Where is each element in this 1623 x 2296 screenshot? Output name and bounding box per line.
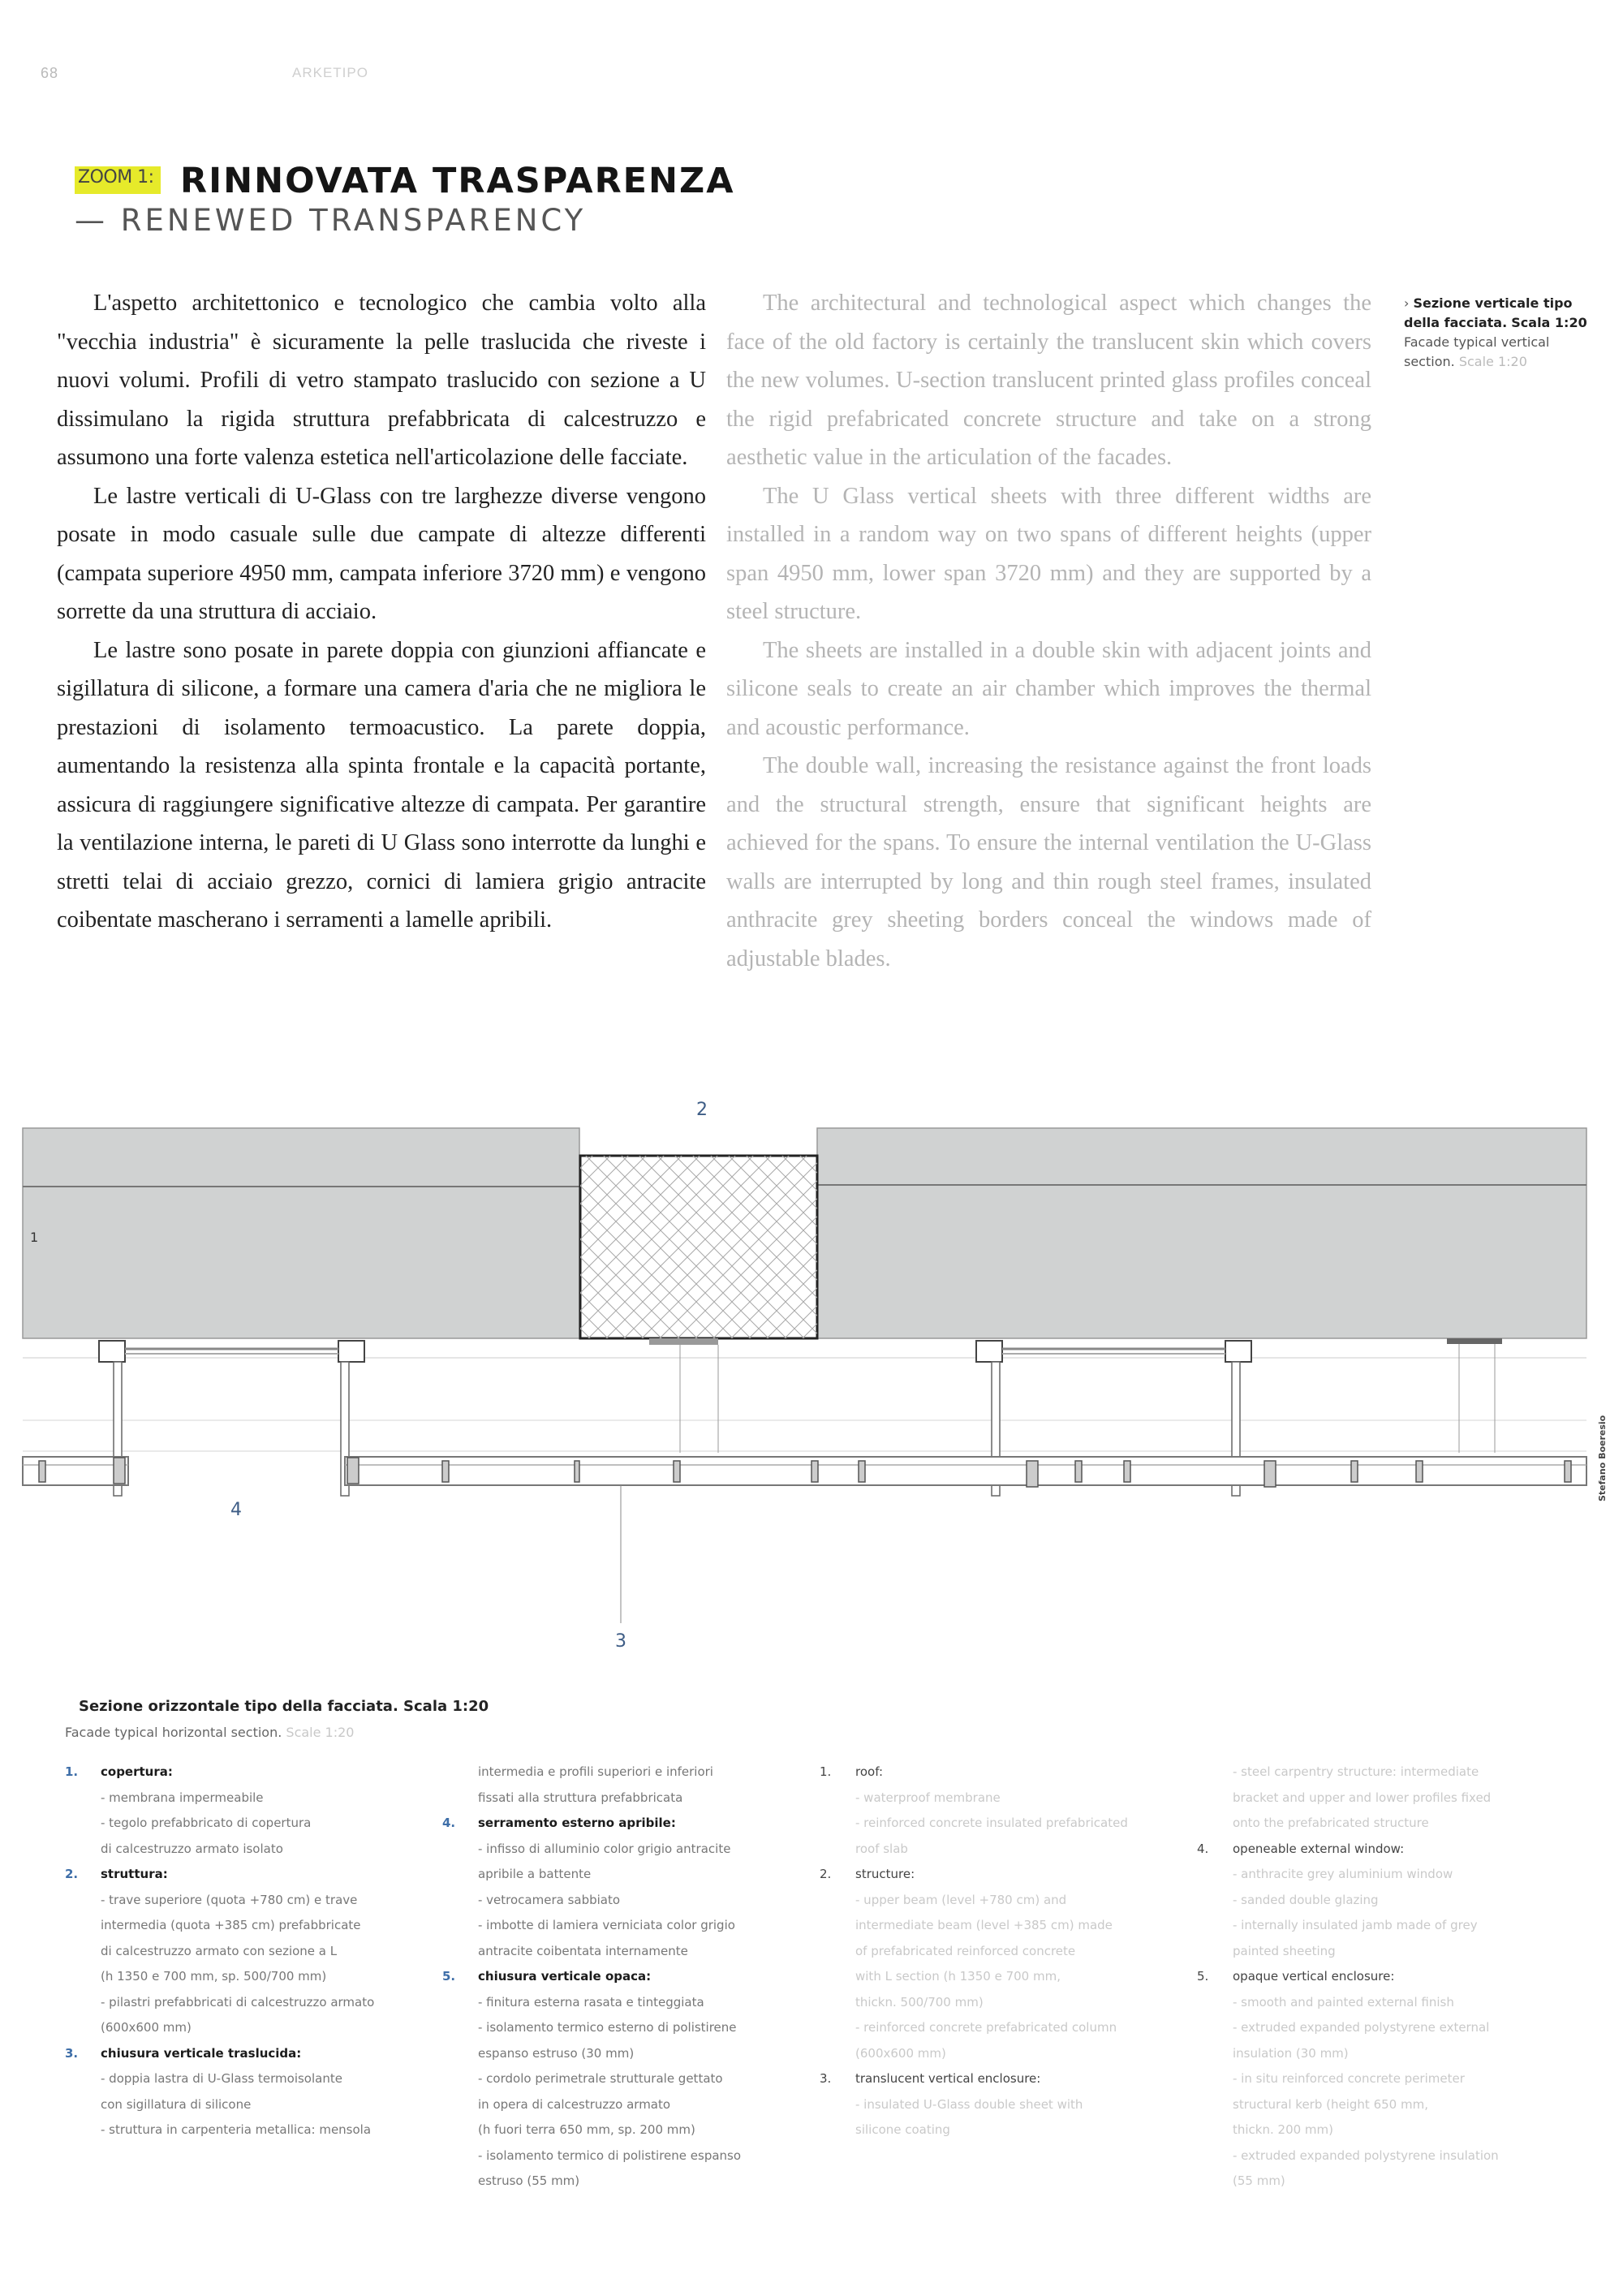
legend-heading bbox=[820, 1862, 1177, 1888]
legend-line: - in situ reinforced concrete perimeter bbox=[1233, 2071, 1465, 2086]
legend-line: - insulated U-Glass double sheet with bbox=[855, 2096, 1083, 2112]
article-subtitle: — RENEWED TRANSPARENCY bbox=[75, 203, 587, 238]
legend-heading bbox=[65, 1862, 422, 1888]
arrow-icon: › bbox=[1404, 295, 1414, 311]
legend-number: 2. bbox=[65, 1867, 79, 1881]
legend-heading bbox=[820, 2066, 1177, 2092]
legend-line: - extruded expanded polystyrene insulation bbox=[1233, 2147, 1499, 2163]
legend-heading bbox=[442, 1811, 799, 1837]
legend-line: antracite coibentata internamente bbox=[478, 1943, 688, 1958]
legend-line: - struttura in carpenteria metallica: mensola bbox=[101, 2122, 372, 2137]
legend-line: in opera di calcestruzzo armato bbox=[478, 2096, 671, 2112]
legend-heading bbox=[820, 1760, 1177, 1786]
legend-line: - upper beam (level +780 cm) and bbox=[855, 1892, 1067, 1907]
legend-line: - reinforced concrete prefabricated column bbox=[855, 2020, 1117, 2035]
legend-line: - imbotte di lamiera verniciata color grigio bbox=[478, 1918, 735, 1932]
legend-line: intermedia (quota +385 cm) prefabbricate bbox=[101, 1918, 361, 1932]
paragraph: The architectural and technological aspect which changes the face of the old factory is certainly the translucent skin which covers the new volumes. U-section translucent printed glass profiles conceal the rigid prefabricated concrete structure and take on a strong aesthetic value in the articulation of the facades. bbox=[726, 291, 1371, 470]
legend-line: apribile a battente bbox=[478, 1867, 592, 1881]
legend-line: - pilastri prefabbricati di calcestruzzo armato bbox=[101, 1994, 375, 2010]
legend-line: structural kerb (height 650 mm, bbox=[1233, 2096, 1428, 2112]
legend-line: of prefabricated reinforced concrete bbox=[855, 1943, 1076, 1958]
legend-number: 3. bbox=[65, 2045, 79, 2061]
legend-line: - vetrocamera sabbiato bbox=[478, 1892, 621, 1907]
legend-number: 4. bbox=[1197, 1841, 1209, 1856]
legend-line: (h 1350 e 700 mm, sp. 500/700 mm) bbox=[101, 1969, 327, 1984]
legend-line: intermedia e profili superiori e inferiori bbox=[478, 1764, 713, 1779]
legend-number: 3. bbox=[820, 2071, 832, 2086]
legend-heading-text: opaque vertical enclosure: bbox=[1233, 1969, 1395, 1984]
legend-number: 1. bbox=[820, 1764, 832, 1779]
legend-line: - trave superiore (quota +780 cm) e trave bbox=[101, 1892, 358, 1907]
legend-heading-text: roof: bbox=[855, 1764, 883, 1779]
legend-line: (h fuori terra 650 mm, sp. 200 mm) bbox=[478, 2122, 695, 2137]
legend-number: 1. bbox=[65, 1764, 79, 1779]
drawing-label-4: 4 bbox=[230, 1500, 242, 1520]
legend-line: - membrana impermeabile bbox=[101, 1790, 264, 1805]
legend-line: - tegolo prefabbricato di copertura bbox=[101, 1816, 312, 1830]
magazine-name: ARKETIPO bbox=[292, 65, 368, 80]
legend-line: con sigillatura di silicone bbox=[101, 2096, 252, 2112]
legend-subtitle: Facade typical horizontal section. Scale 1:20 bbox=[65, 1725, 355, 1740]
legend-heading-text: serramento esterno apribile: bbox=[478, 1816, 676, 1830]
legend-line: - anthracite grey aluminium window bbox=[1233, 1867, 1453, 1881]
legend-line: - doppia lastra di U-Glass termoisolante bbox=[101, 2071, 342, 2086]
legend-number: 2. bbox=[820, 1867, 832, 1881]
legend-line: - reinforced concrete insulated prefabricated bbox=[855, 1816, 1128, 1830]
legend-line: onto the prefabricated structure bbox=[1233, 1816, 1429, 1830]
legend-line: painted sheeting bbox=[1233, 1943, 1336, 1958]
legend-heading-text: struttura: bbox=[101, 1867, 168, 1881]
legend-line: - isolamento termico esterno di polistirene bbox=[478, 2020, 737, 2035]
legend-line: estruso (55 mm) bbox=[478, 2173, 580, 2188]
drawing-label-1: 1 bbox=[30, 1230, 39, 1245]
legend-heading bbox=[442, 1964, 799, 1990]
legend-line: insulation (30 mm) bbox=[1233, 2045, 1349, 2061]
legend-line: thickn. 200 mm) bbox=[1233, 2122, 1334, 2137]
legend-line: - smooth and painted external finish bbox=[1233, 1994, 1454, 2010]
legend-line: thickn. 500/700 mm) bbox=[855, 1994, 984, 2010]
paragraph: The sheets are installed in a double skin with adjacent joints and silicone seals to create an air chamber which improves the thermal and acoustic performance. bbox=[726, 637, 1371, 740]
drawing-label-3: 3 bbox=[615, 1631, 626, 1652]
legend-line: - isolamento termico di polistirene espanso bbox=[478, 2147, 742, 2163]
legend-line: silicone coating bbox=[855, 2122, 950, 2137]
legend-number: 4. bbox=[442, 1816, 456, 1830]
legend-line: espanso estruso (30 mm) bbox=[478, 2045, 635, 2061]
vertical-section-caption: › Sezione verticale tipo della facciata. Scala 1:20 Facade typical vertical section. Scale 1:20 bbox=[1404, 295, 1587, 369]
legend-heading bbox=[65, 2041, 422, 2067]
legend-line: bracket and upper and lower profiles fixed bbox=[1233, 1790, 1492, 1805]
body-italian bbox=[57, 284, 706, 940]
paragraph: L'aspetto architettonico e tecnologico che cambia volto alla "vecchia industria" è sicuramente la pelle traslucida che riveste i nuovi volumi. Profili di vetro stampato traslucido con sezione a U dissimulano la rigida struttura prefabbricata di calcestruzzo e assumono una forte valenza estetica nell'articolazione delle facciate. bbox=[57, 291, 706, 470]
legend-line: di calcestruzzo armato con sezione a L bbox=[101, 1943, 338, 1958]
legend-line: with L section (h 1350 e 700 mm, bbox=[855, 1969, 1061, 1984]
article-title: RINNOVATA TRASPARENZA bbox=[180, 161, 735, 201]
legend-it-column-1 bbox=[65, 1760, 422, 2143]
legend-heading-text: chiusura verticale opaca: bbox=[478, 1969, 652, 1984]
legend-line: (600x600 mm) bbox=[855, 2045, 946, 2061]
paragraph: Le lastre verticali di U-Glass con tre larghezze diverse vengono posate in modo casuale sulle due campate di altezze differenti (campata superiore 4950 mm, campata inferiore 3720 mm) e vengono sorrette da una struttura di acciaio. bbox=[57, 483, 706, 624]
legend-line: - finitura esterna rasata e tinteggiata bbox=[478, 1994, 704, 2010]
legend-line: - extruded expanded polystyrene external bbox=[1233, 2020, 1490, 2035]
photo-credit: Stefano Boeresio bbox=[1597, 1415, 1608, 1501]
paragraph: The U Glass vertical sheets with three different widths are installed in a random way on two spans of different heights (upper span 4950 mm, lower span 3720 mm) and they are supported by a steel structure. bbox=[726, 483, 1371, 624]
drawing-label-2: 2 bbox=[696, 1100, 708, 1120]
legend-line: - internally insulated jamb made of grey bbox=[1233, 1918, 1478, 1932]
legend-heading bbox=[65, 1760, 422, 1786]
legend-it-column-2 bbox=[442, 1760, 799, 2195]
legend-line: - cordolo perimetrale strutturale gettato bbox=[478, 2071, 723, 2086]
legend-title: Sezione orizzontale tipo della facciata. Scala 1:20 bbox=[79, 1698, 489, 1715]
legend-heading-text: copertura: bbox=[101, 1764, 173, 1779]
legend-line: - sanded double glazing bbox=[1233, 1892, 1379, 1907]
horizontal-section-drawing bbox=[0, 1088, 1623, 1656]
legend-line: (55 mm) bbox=[1233, 2173, 1285, 2188]
legend-en-column-1 bbox=[820, 1760, 1177, 2143]
zoom-tag: ZOOM 1: bbox=[75, 166, 161, 194]
paragraph: Le lastre sono posate in parete doppia con giunzioni affiancate e sigillatura di silicone, a formare una camera d'aria che ne migliora le prestazioni di isolamento termoacustico. La parete doppia, aumentando la resistenza alla spinta frontale e la capacità portante, assicura di raggiungere significative altezze di campata. Per garantire la ventilazione interna, le pareti di U Glass sono interrotte da lunghi e stretti telai di acciaio grezzo, cornici di lamiera grigio antracite coibentate mascherano i serramenti a lamelle apribili. bbox=[57, 637, 706, 933]
page-number: 68 bbox=[41, 65, 59, 81]
legend-line: intermediate beam (level +385 cm) made bbox=[855, 1918, 1113, 1932]
legend-en-column-2 bbox=[1197, 1760, 1554, 2195]
legend-heading bbox=[1197, 1964, 1554, 1990]
legend-heading bbox=[1197, 1837, 1554, 1863]
legend-number: 5. bbox=[1197, 1969, 1209, 1984]
legend-heading-text: openeable external window: bbox=[1233, 1841, 1405, 1856]
body-english bbox=[726, 284, 1371, 978]
legend-heading-text: structure: bbox=[855, 1867, 915, 1881]
paragraph: The double wall, increasing the resistance against the front loads and the structural strength, ensure that significant heights are achieved for the spans. To ensure the internal ventilation the U-Glass walls are interrupted by long and thin rough steel frames, insulated anthracite grey sheeting borders conceal the windows made of adjustable blades. bbox=[726, 753, 1371, 971]
legend-number: 5. bbox=[442, 1969, 456, 1984]
legend-line: - waterproof membrane bbox=[855, 1790, 1001, 1805]
legend-line: - infisso di alluminio color grigio antracite bbox=[478, 1841, 731, 1856]
legend-line: fissati alla struttura prefabbricata bbox=[478, 1790, 683, 1805]
legend-line: (600x600 mm) bbox=[101, 2020, 192, 2035]
legend-line: roof slab bbox=[855, 1841, 908, 1856]
legend-heading-text: chiusura verticale traslucida: bbox=[101, 2045, 302, 2061]
legend-line: di calcestruzzo armato isolato bbox=[101, 1841, 283, 1856]
legend-line: - steel carpentry structure: intermediate bbox=[1233, 1764, 1479, 1779]
legend-heading-text: translucent vertical enclosure: bbox=[855, 2071, 1041, 2086]
